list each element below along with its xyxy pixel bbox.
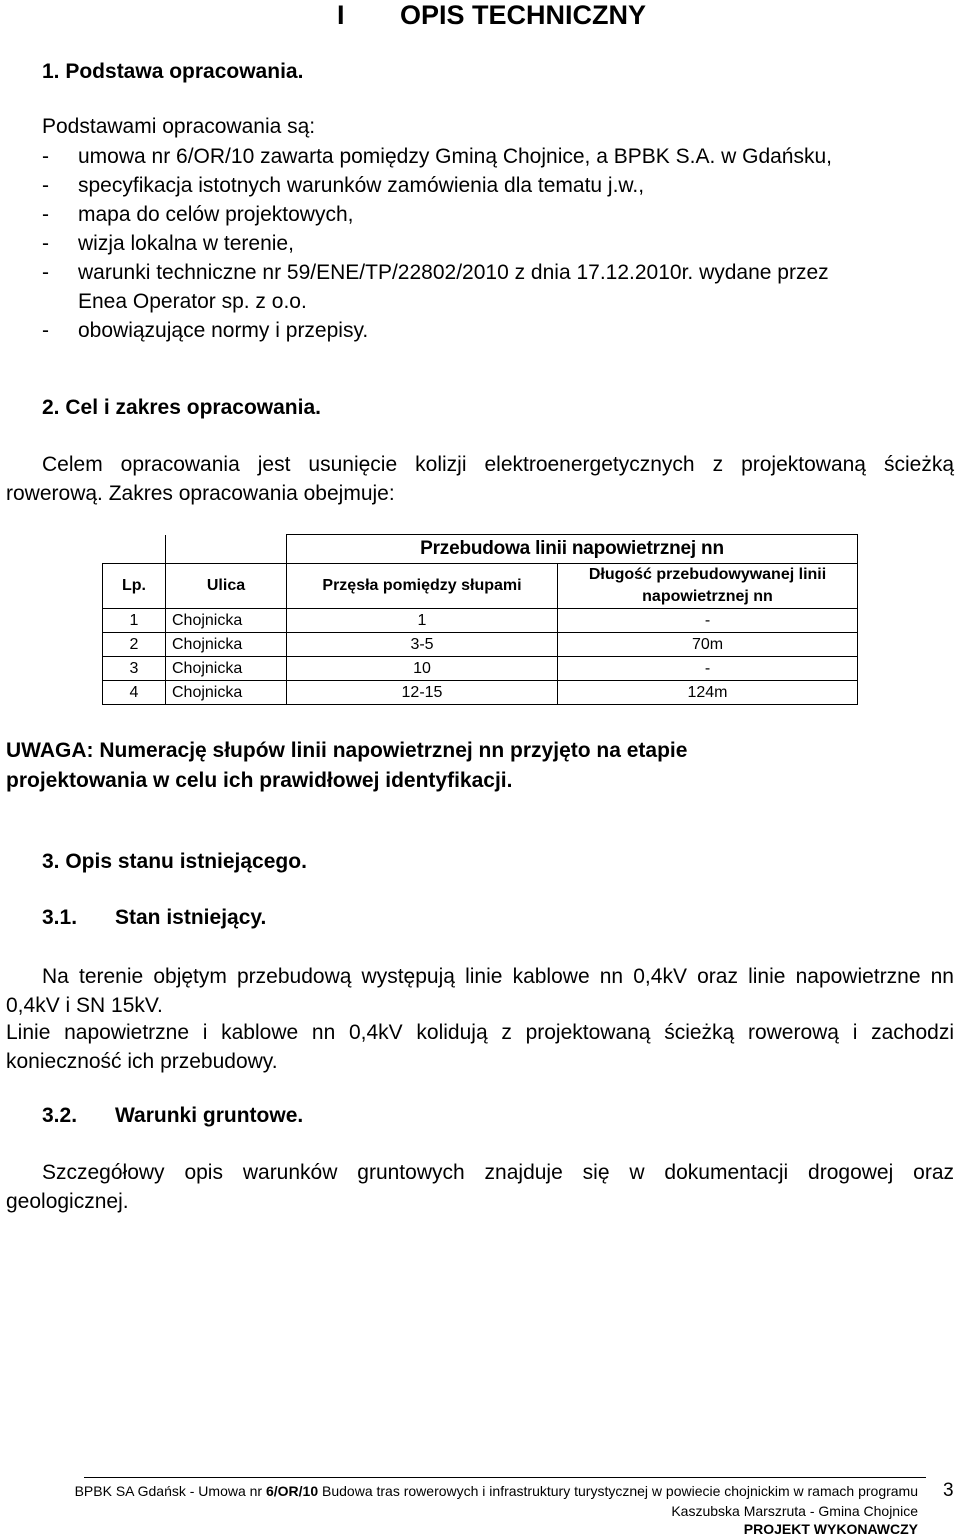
note-block bbox=[6, 736, 687, 796]
section-3-heading: 3. Opis stanu istniejącego. bbox=[42, 850, 307, 873]
table-header-dlugosc: Długość przebudowywanej linii napowietrznej nn bbox=[558, 564, 858, 609]
footer-line-1: BPBK SA Gdańsk - Umowa nr 6/OR/10 Budowa tras rowerowych i infrastruktury turystycznej w powiecie chojnickim w ramach programu bbox=[74, 1483, 918, 1499]
footer-line-3: PROJEKT WYKONAWCZY bbox=[743, 1521, 918, 1537]
list-item: - obowiązujące normy i przepisy. bbox=[42, 319, 369, 342]
subsection-3-2-title: Warunki gruntowe. bbox=[115, 1104, 304, 1127]
table-header-przesla: Przęsła pomiędzy słupami bbox=[287, 564, 558, 609]
chapter-title: OPIS TECHNICZNY bbox=[400, 0, 647, 30]
section-3-1-paragraph-2: Linie napowietrzne i kablowe nn 0,4kV kolidują z projektowaną ścieżką rowerową i zachodzi konieczność ich przebudowy. bbox=[6, 1021, 954, 1073]
section-1-heading: 1. Podstawa opracowania. bbox=[42, 60, 304, 83]
table-row: 2 Chojnicka 3-5 70m bbox=[103, 633, 858, 657]
list-item: - warunki techniczne nr 59/ENE/TP/22802/2010 z dnia 17.12.2010r. wydane przez Enea Operator sp. z o.o. bbox=[42, 258, 832, 316]
list-item: - specyfikacja istotnych warunków zamówienia dla tematu j.w., bbox=[42, 174, 645, 197]
chapter-number: I bbox=[337, 0, 345, 30]
list-item: - mapa do celów projektowych, bbox=[42, 203, 354, 226]
list-item-continuation: Enea Operator sp. z o.o. bbox=[78, 290, 307, 313]
subsection-3-1-title: Stan istniejący. bbox=[115, 906, 267, 929]
table-row: 4 Chojnicka 12-15 124m bbox=[103, 681, 858, 705]
table-header-ulica: Ulica bbox=[166, 564, 287, 609]
table-header-lp: Lp. bbox=[103, 564, 166, 609]
table-row: 3 Chojnicka 10 - bbox=[103, 657, 858, 681]
collision-table bbox=[102, 534, 858, 705]
note-line: projektowania w celu ich prawidłowej identyfikacji. bbox=[6, 769, 513, 792]
table-row: 1 Chojnicka 1 - bbox=[103, 609, 858, 633]
basis-list bbox=[42, 142, 832, 345]
list-item: - wizja lokalna w terenie, bbox=[42, 232, 294, 255]
page-number: 3 bbox=[943, 1480, 954, 1501]
footer-line-2: Kaszubska Marszruta - Gmina Chojnice bbox=[671, 1503, 918, 1519]
section-1-intro: Podstawami opracowania są: bbox=[42, 115, 316, 138]
section-3-2-paragraph: Szczegółowy opis warunków gruntowych znajduje się w dokumentacji drogowej oraz geologicznej. bbox=[6, 1161, 954, 1213]
section-2-paragraph: Celem opracowania jest usunięcie kolizji elektroenergetycznych z projektowaną ścieżką rowerową. Zakres opracowania obejmuje: bbox=[6, 453, 954, 505]
list-item: - umowa nr 6/OR/10 zawarta pomiędzy Gminą Chojnice, a BPBK S.A. w Gdańsku, bbox=[42, 145, 833, 168]
table-title: Przebudowa linii napowietrznej nn bbox=[287, 535, 858, 564]
subsection-3-2-number: 3.2. bbox=[42, 1104, 78, 1127]
section-2-heading: 2. Cel i zakres opracowania. bbox=[42, 396, 321, 419]
subsection-3-1-number: 3.1. bbox=[42, 906, 78, 929]
section-3-1-paragraph-1: Na terenie objętym przebudową występują linie kablowe nn 0,4kV oraz linie napowietrzne nn 0,4kV i SN 15kV. bbox=[6, 965, 954, 1017]
footer-rule bbox=[84, 1477, 926, 1478]
note-line: UWAGA: Numerację słupów linii napowietrznej nn przyjęto na etapie bbox=[6, 739, 688, 762]
